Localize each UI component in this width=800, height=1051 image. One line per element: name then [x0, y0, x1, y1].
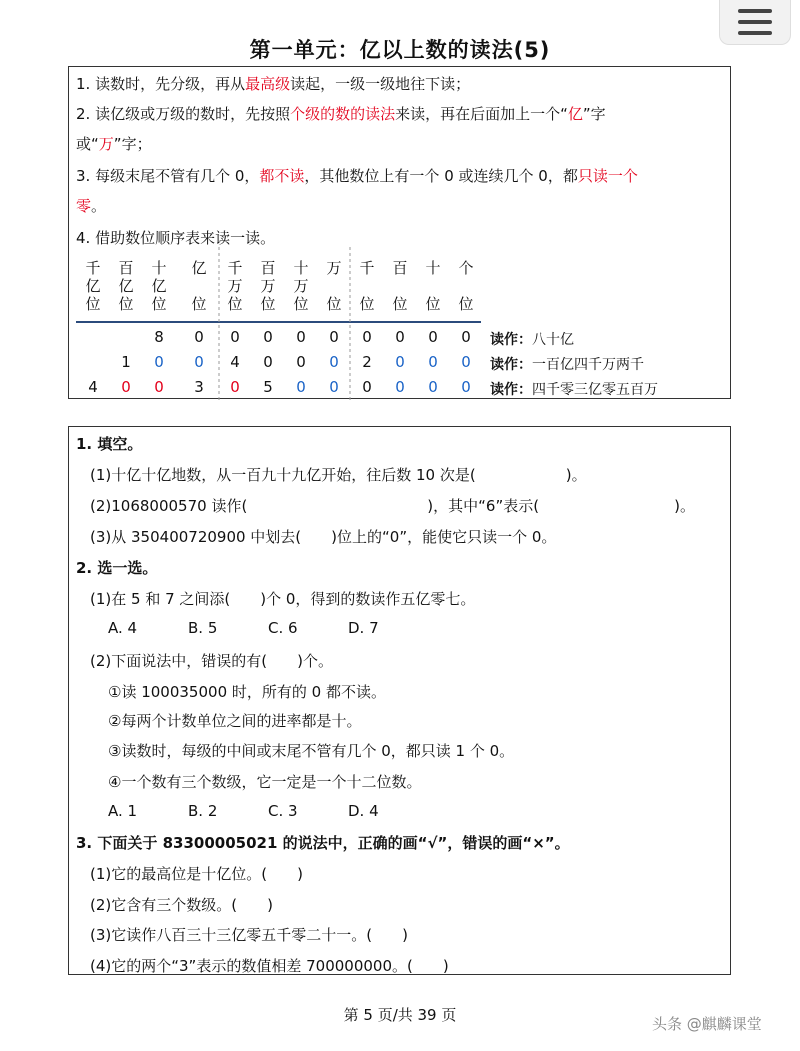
place-header-char: 位 [118, 295, 134, 313]
place-header-char: 千 [359, 259, 375, 277]
page-title: 第一单元：亿以上数的读法(5) [249, 38, 551, 62]
rule-text: 来读，再在后面加上一个“ [395, 105, 568, 123]
question-2-1: (1)在 5 和 7 之间添( )个 0，得到的数读作五亿零七。 [90, 590, 476, 608]
digit-cell: 2 [362, 353, 372, 371]
reading-text: 四千零三亿零五百万 [532, 382, 658, 398]
rule-text: 读起，一级一级地往下读； [290, 75, 471, 93]
place-header-char: 位 [227, 295, 243, 313]
place-header-char: 十 [293, 259, 309, 277]
digit-cell: 0 [263, 328, 273, 346]
rule-4: 4. 借助数位顺序表来读一读。 [76, 229, 276, 247]
place-header-char: 十 [151, 259, 167, 277]
digit-cell: 0 [296, 328, 306, 346]
menu-icon-bar [738, 9, 772, 13]
digit-cell: 0 [428, 353, 438, 371]
watermark: 头条 @麒麟课堂 [652, 1015, 762, 1033]
reading-prefix: 读作： [490, 382, 532, 398]
rule-text: ，其他数位上有一个 0 或连续几个 0，都 [304, 167, 578, 185]
digit-cell: 0 [461, 353, 471, 371]
digit-cell: 0 [395, 378, 405, 396]
digit-cell: 0 [461, 328, 471, 346]
rule-highlight: 零 [76, 197, 92, 215]
digit-cell: 0 [194, 353, 204, 371]
menu-icon-bar [738, 20, 772, 24]
rule-highlight: 万 [98, 135, 114, 153]
reading-text: 一百亿四千万两千 [532, 357, 644, 373]
digit-cell: 0 [428, 328, 438, 346]
question-1-2: (2)1068000570 读作( )，其中“6”表示( )。 [90, 497, 695, 515]
judge-1: (1)它的最高位是十亿位。( ) [90, 865, 303, 883]
reading-label [490, 379, 658, 399]
digit-cell: 0 [296, 378, 306, 396]
page-footer: 第 5 页/共 39 页 [343, 1006, 457, 1024]
place-header-char: 位 [191, 295, 207, 313]
place-header-char: 位 [151, 295, 167, 313]
rule-highlight: 个级的数的读法 [290, 105, 396, 123]
statement-2: ②每两个计数单位之间的进率都是十。 [108, 712, 362, 730]
place-header-char: 百 [260, 259, 276, 277]
reading-label [490, 354, 644, 374]
rule-highlight: 最高级 [245, 75, 291, 93]
rule-1 [76, 74, 470, 94]
section-heading-3: 3. 下面关于 83300005021 的说法中，正确的画“√”，错误的画“×”。 [76, 834, 570, 852]
digit-cell: 0 [296, 353, 306, 371]
section-heading-1: 1. 填空。 [76, 435, 143, 453]
rule-3-cont [76, 196, 106, 216]
question-2-2: (2)下面说法中，错误的有( )个。 [90, 652, 333, 670]
place-header-char: 百 [118, 259, 134, 277]
digit-cell: 0 [461, 378, 471, 396]
judge-4: (4)它的两个“3”表示的数值相差 700000000。( ) [90, 957, 449, 975]
digit-cell: 0 [329, 353, 339, 371]
place-header-char: 万 [227, 277, 243, 295]
reading-prefix: 读作： [490, 357, 532, 373]
place-header-char: 亿 [191, 259, 207, 277]
rule-2 [76, 104, 606, 124]
place-header-char: 个 [458, 259, 474, 277]
place-header-char: 位 [326, 295, 342, 313]
rule-3 [76, 166, 638, 186]
digit-cell: 5 [263, 378, 273, 396]
place-header-char: 百 [392, 259, 408, 277]
place-header-char: 万 [260, 277, 276, 295]
digit-cell: 0 [263, 353, 273, 371]
option-a: A. 1 [108, 802, 138, 820]
place-header-char: 千 [227, 259, 243, 277]
section-heading-2: 2. 选一选。 [76, 559, 158, 577]
place-header-char: 位 [85, 295, 101, 313]
option-d: D. 4 [348, 802, 379, 820]
rule-text: ”字； [113, 135, 152, 153]
reading-label [490, 329, 574, 349]
rule-text: 1. 读数时，先分级，再从 [76, 75, 246, 93]
place-header-char: 亿 [85, 277, 101, 295]
digit-cell: 4 [88, 378, 98, 396]
option-c: C. 3 [268, 802, 298, 820]
digit-cell: 4 [230, 353, 240, 371]
digit-cell: 0 [362, 378, 372, 396]
place-header-char: 位 [458, 295, 474, 313]
digit-cell: 0 [154, 378, 164, 396]
digit-cell: 0 [230, 328, 240, 346]
digit-cell: 0 [329, 328, 339, 346]
digit-cell: 0 [154, 353, 164, 371]
statement-1: ①读 100035000 时，所有的 0 都不读。 [108, 683, 386, 701]
place-header-char: 位 [359, 295, 375, 313]
digit-cell: 0 [362, 328, 372, 346]
digit-cell: 0 [121, 378, 131, 396]
option-b: B. 2 [188, 802, 218, 820]
rule-2-cont [76, 134, 152, 154]
digit-cell: 8 [154, 328, 164, 346]
digit-cell: 0 [230, 378, 240, 396]
rule-text: 3. 每级末尾不管有几个 0， [76, 167, 260, 185]
place-header-char: 位 [260, 295, 276, 313]
judge-3: (3)它读作八百三十三亿零五千零二十一。( ) [90, 926, 408, 944]
digit-cell: 0 [428, 378, 438, 396]
place-header-char: 千 [85, 259, 101, 277]
rule-highlight: 亿 [567, 105, 583, 123]
place-header-char: 位 [293, 295, 309, 313]
digit-cell: 0 [395, 328, 405, 346]
option-c: C. 6 [268, 619, 298, 637]
digit-cell: 0 [194, 328, 204, 346]
judge-2: (2)它含有三个数级。( ) [90, 896, 273, 914]
digit-cell: 1 [121, 353, 131, 371]
question-1-3: (3)从 350400720900 中划去( )位上的“0”，能使它只读一个 0。 [90, 528, 557, 546]
option-d: D. 7 [348, 619, 379, 637]
place-header-char: 万 [326, 259, 342, 277]
place-header-char: 亿 [151, 277, 167, 295]
place-header-char: 位 [425, 295, 441, 313]
place-header-char: 位 [392, 295, 408, 313]
option-a: A. 4 [108, 619, 138, 637]
place-header-char: 万 [293, 277, 309, 295]
digit-cell: 0 [329, 378, 339, 396]
statement-3: ③读数时，每级的中间或末尾不管有几个 0，都只读 1 个 0。 [108, 742, 515, 760]
rule-highlight: 只读一个 [577, 167, 638, 185]
question-1-1: (1)十亿十亿地数，从一百九十九亿开始，往后数 10 次是( )。 [90, 466, 587, 484]
rule-text: ”字 [582, 105, 606, 123]
rule-highlight: 都不读 [259, 167, 305, 185]
reading-text: 八十亿 [532, 332, 574, 348]
place-header-char: 亿 [118, 277, 134, 295]
statement-4: ④一个数有三个数级，它一定是一个十二位数。 [108, 773, 422, 791]
reading-prefix: 读作： [490, 332, 532, 348]
rule-text: 。 [91, 197, 107, 215]
digit-cell: 0 [395, 353, 405, 371]
place-header-char: 十 [425, 259, 441, 277]
digit-cell: 3 [194, 378, 204, 396]
rule-text: 或“ [76, 135, 99, 153]
option-b: B. 5 [188, 619, 218, 637]
rule-text: 2. 读亿级或万级的数时，先按照 [76, 105, 291, 123]
